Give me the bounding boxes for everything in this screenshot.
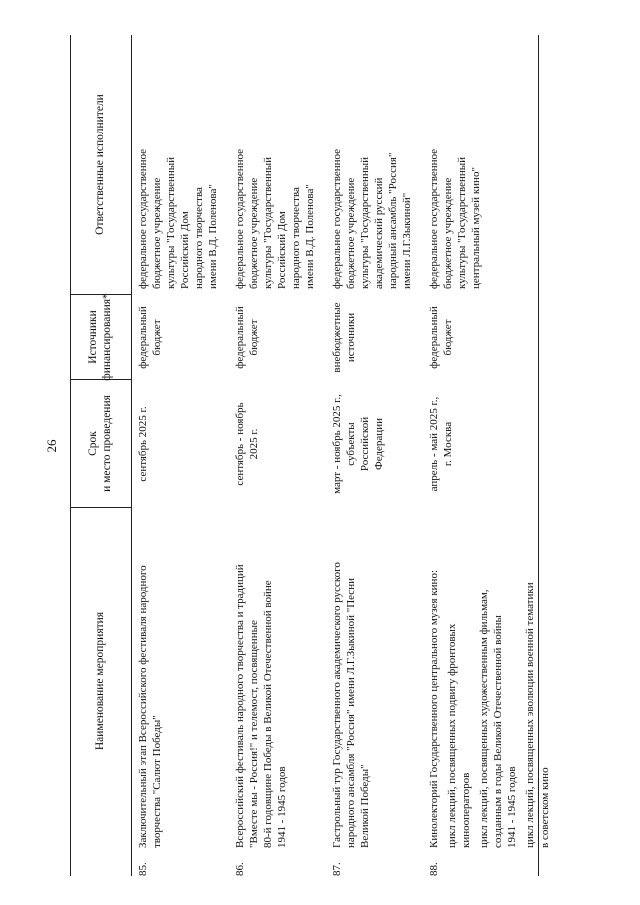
row-executors: [326, 35, 423, 295]
date-line: Федерации: [373, 418, 386, 470]
name-line: 1941 - 1945 годов: [276, 766, 289, 848]
fund-line: бюджет: [442, 319, 455, 356]
row-date: [326, 380, 423, 508]
fund-line: федеральный: [428, 306, 440, 369]
exec-line: культуры "Государственный: [165, 156, 178, 289]
fund-line: федеральный: [137, 306, 149, 369]
name-line: созданным в годы Великой Отечественной войны: [492, 615, 505, 848]
lecture-item: [523, 514, 551, 848]
header-date: [71, 380, 131, 508]
exec-line: Российский Дом: [179, 211, 192, 289]
name-line: цикл лекций, посвященных подвигу фронтовых: [446, 623, 459, 848]
exec-line: бюджетное учреждение: [248, 177, 261, 289]
events-table: [70, 35, 551, 876]
date-line: март - ноябрь 2025 г.,: [331, 394, 343, 494]
date-line: Российской: [359, 416, 372, 472]
row-date: [132, 380, 229, 508]
row-funding: [229, 295, 326, 380]
row-name: [326, 508, 423, 854]
exec-line: имени В.Д. Поленова": [304, 184, 317, 289]
exec-line: имени В.Д. Поленова": [207, 184, 220, 289]
name-line: Великой Победы": [359, 764, 372, 848]
row-executors: [229, 35, 326, 295]
name-line: кинооператоров: [460, 772, 473, 848]
table-header: [71, 35, 132, 876]
name-line: народного ансамбля "Россия" имени Л.Г.Зыкиной "Песни: [345, 578, 358, 848]
table-row: [423, 35, 551, 876]
header-executors: Ответственные исполнители: [71, 35, 131, 295]
exec-line: федеральное государственное: [331, 148, 343, 289]
date-line: г. Москва: [442, 421, 455, 467]
fund-line: источники: [345, 312, 358, 363]
exec-line: Российский Дом: [276, 211, 289, 289]
exec-line: бюджетное учреждение: [151, 177, 164, 289]
table-row: [326, 35, 423, 876]
lecture-item: [477, 514, 519, 848]
row-number: 85.: [137, 862, 149, 876]
lecture-item: [445, 514, 473, 848]
exec-line: бюджетное учреждение: [345, 177, 358, 289]
header-fund-line1: Источники: [87, 310, 100, 364]
name-intro: Кинолекторий Государственного центрального музея кино:: [428, 569, 440, 848]
fund-line: федеральный: [234, 306, 246, 369]
date-line: апрель - май 2025 г.,: [428, 396, 440, 492]
row-executors: [423, 35, 538, 295]
name-line: Заключительный этап Всероссийского фестиваля народного: [137, 565, 149, 848]
name-line: цикл лекций, посвященных эволюции военной тематики: [524, 582, 537, 848]
row-date: [229, 380, 326, 508]
row-name: [229, 508, 326, 854]
header-funding: [71, 295, 131, 380]
exec-line: народного творчества: [290, 187, 303, 289]
exec-line: центральный музей кино": [470, 167, 483, 289]
exec-line: культуры "Государственный: [359, 156, 372, 289]
name-line: Всероссийский фестиваль народного творчества и традиций: [234, 564, 246, 848]
header-date-line1: Срок: [87, 431, 100, 456]
table-row: [229, 35, 326, 876]
date-line: сентябрь 2025 г.: [137, 406, 149, 482]
exec-line: бюджетное учреждение: [442, 177, 455, 289]
header-number: [71, 854, 131, 876]
date-line: 2025 г.: [248, 428, 261, 460]
name-line: Гастрольный тур Государственного академического русского: [331, 562, 343, 848]
header-name: Наименование мероприятия: [94, 611, 107, 751]
date-line: субъекты: [345, 422, 358, 466]
row-name: [423, 508, 551, 854]
exec-line: народного творчества: [193, 187, 206, 289]
header-date-line2: и место проведения: [101, 395, 113, 492]
name-line: "Вместе мы - Россия!" и телемост, посвященные: [248, 620, 261, 848]
exec-line: народный ансамбль "Россия": [387, 152, 400, 289]
name-line: в советском кино: [538, 767, 551, 848]
exec-line: культуры "Государственный: [456, 156, 469, 289]
row-funding: [423, 295, 538, 380]
exec-line: культуры "Государственный: [262, 156, 275, 289]
fund-line: бюджет: [248, 319, 261, 356]
exec-line: имени Л.Г.Зыкиной": [401, 192, 414, 289]
exec-line: федеральное государственное: [137, 148, 149, 289]
fund-line: внебюджетные: [331, 302, 343, 373]
date-line: сентябрь - ноябрь: [234, 402, 246, 486]
row-funding: [132, 295, 229, 380]
name-line: 80-й годовщине Победы в Великой Отечественной войне: [262, 580, 275, 848]
row-executors: [132, 35, 229, 295]
header-fund-line2: финансирования*: [101, 293, 113, 381]
row-number: 88.: [428, 862, 440, 876]
row-date: [423, 380, 538, 508]
name-line: цикл лекций, посвященных художественным фильмам,: [478, 589, 491, 848]
row-number: 86.: [234, 862, 246, 876]
exec-line: федеральное государственное: [234, 148, 246, 289]
exec-line: академический русский: [373, 177, 386, 289]
exec-line: федеральное государственное: [428, 148, 440, 289]
name-line: творчества "Салют Победы": [151, 715, 164, 848]
row-number: 87.: [331, 862, 343, 876]
page-number: 26: [44, 439, 59, 453]
fund-line: бюджет: [151, 319, 164, 356]
name-line: 1941 - 1945 годов: [506, 766, 519, 848]
row-funding: [326, 295, 423, 380]
row-name: [132, 508, 229, 854]
table-row: [132, 35, 229, 876]
